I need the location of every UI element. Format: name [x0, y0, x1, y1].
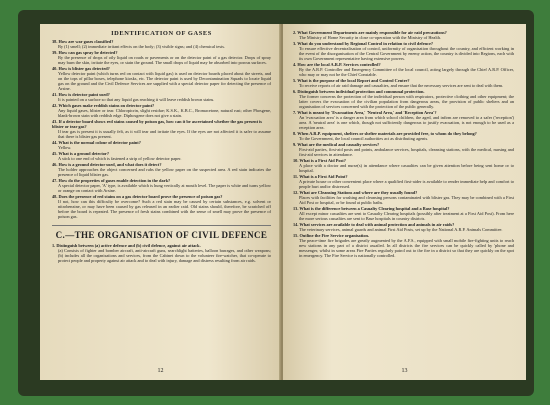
qa-item [293, 110, 514, 130]
answer-text: It is painted on a surface so that any liquid gas reaching it will leave reddish brown stains. [58, 97, 215, 102]
question-text: 3. What do you understand by Regional Control in relation to civil defence? [293, 41, 434, 46]
question-text: 39. How can gas spray be detected? [52, 50, 118, 55]
answer-text: A place with a doctor and nurse(s) in attendance where casualties can be given attention before being sent home or to hospital. [299, 163, 514, 173]
answer-text: The Ministry of Home Security in close co-operation with the Ministry of Health. [299, 35, 441, 40]
question-text: 46. How is a ground detector used, and what does it detect? [52, 162, 162, 167]
qa-item [52, 162, 271, 177]
section-heading: IDENTIFICATION OF GASES [111, 30, 212, 37]
qa-item [293, 158, 514, 173]
answer-text: If not, how can this difficulty be overcome? Such a red stain may be caused by certain substances, e.g. solvent or nitrobenzine, or may have been caused by gas released in an earlier raid. Old stains should, therefore, be scratched off before the board is repeated. The presence of fresh stains combined with the sense of smell may prove the presence of poison gas. [58, 199, 271, 219]
answer-text: By the presence of drops of oily liquid on roads or pavements or on the detector paint of a gas detector. Drops of spray may burn the skin, irritate the eyes, or stain the ground. The small drops of liquid may be absorbed into porous surfaces. [58, 55, 271, 65]
answer-text: The veterinary services, animal guards and animal First Aid Posts, set up by the National A.R.P. Animals Committee. [299, 227, 503, 232]
answer-text: The peace-time fire brigades are greatly augmented by the A.F.S., equipped with small mobile fire-fighting units to reach new stations in any part of a district assailed. In all districts the fire services can be quickly called by 'phone and messenger, whilst in some areas Fire Parties regularly patrol out to the fire in a district so that they are quickly on the spot in emergency. The Fire Service is nationally controlled. [299, 238, 514, 258]
answer-text: A private house or other convenient place where a qualified first-aider is available to render immediate help and comfort to people hurt and/or distressed. [299, 179, 514, 189]
answer-text: If tear gas is present it is usually felt, as it will tear and irritate the eyes. If the eyes are not affected it is safer to assume that there is blister gas present. [58, 129, 271, 139]
question-text: 38. How are war gases classified? [52, 39, 114, 44]
qa-item [293, 174, 514, 189]
answer-text: By (1) smell; (2) immediate irritant effects on the body; (3) visible signs; and (4) chemical tests. [58, 44, 225, 49]
question-text: 42. Which gases make reddish stains on detector paint? [52, 103, 155, 108]
answer-text: (a) Consists of fighter and bomber aircraft, anti-aircraft guns, searchlight batteries, balloon barrages, and other weapons; (b) includes all the organisations and services, from the Cabinet down to the volunteer fire-watcher, that co-operate to protect people and property against air attack and to deal with injury, damage and distress resulting from air raids. [58, 248, 271, 263]
question-text: 9. What are the medical and casualty services? [293, 142, 380, 147]
section-title: C.—THE ORGANISATION OF CIVIL DEFENCE [55, 230, 268, 240]
question-text: 10. What is a First Aid Post? [293, 158, 346, 163]
question-text: 7. What is meant by 'Evacuation Area,' 'Neutral Area,' and 'Reception Area'? [293, 110, 437, 115]
qa-item [293, 131, 514, 141]
answer-text: The holder approaches the object concerned and rubs the yellow paper on the suspected area. A red stain indicates the presence of liquid blister gas. [58, 167, 271, 177]
question-text: 15. Outline the Fire Service organisation. [293, 233, 370, 238]
question-text: 41. How is detector paint used? [52, 92, 110, 97]
qa-item [52, 243, 271, 263]
question-text: 11. What is a First Aid Point? [293, 174, 348, 179]
qa-item [52, 194, 271, 219]
qa-item [52, 66, 271, 91]
qa-item [293, 62, 514, 77]
answer-text: The former concerns the protection of the individual person with respirators, protective clothing and other equipment; the latter covers the evacuation of the civilian population from dangerous areas, the provision of public shelters and an organisation of services concerned with the protection of the public generally. [299, 94, 514, 109]
page-number-right: 13 [401, 368, 408, 374]
left-page [40, 24, 281, 380]
civil-defence-section [52, 225, 271, 263]
answer-text: To the Government, the local council authorities act as distributing agents. [299, 136, 429, 141]
question-text: 48. Does the presence of red stains on a gas detector board prove the presence of poison gas? [52, 194, 223, 199]
question-text: 43. If a detector board shows red stains caused by poison gas, how can it be ascertained whether the gas present is blister or tear gas? [52, 119, 262, 129]
answer-text: Any liquid gases, blister or tear. Chloropicrin, slight residue; K.S.K., K.B.C., Bromacetone, natural rust; other Phosgene, blank-brown stain with reddish edge. Diphosgene does not give a stain. [58, 108, 271, 118]
question-text: 14. What services are available to deal with animal protection and animals in air raids? [293, 222, 455, 227]
qa-item [293, 142, 514, 157]
answer-text: Places with facilities for washing and cleansing persons contaminated with blister gas. They may be combined with a First Aid Post or hospital, or be found at public baths. [299, 195, 514, 205]
qa-item [52, 151, 271, 161]
question-text: 13. What is the difference between a Casualty Clearing hospital and a Base hospital? [293, 206, 450, 211]
question-text: 8. When A.R.P. equipment, shelters or shelter materials are provided free, to whom do they belong? [293, 131, 477, 136]
answer-text: First-aid parties, first-aid posts and points, ambulance services, hospitals, cleansing stations, with the medical, nursing and first-aid services in attendance. [299, 147, 514, 157]
question-text: 44. What is the normal colour of detector paint? [52, 140, 141, 145]
qa-item [293, 41, 514, 61]
question-text: 6. Distinguish between individual protection and communal protection. [293, 89, 425, 94]
page-number-left: 12 [157, 368, 164, 374]
answer-text: To receive reports of air raid damage and casualties, and ensure that the necessary services are sent to deal with them. [299, 83, 504, 88]
qa-item [293, 30, 514, 40]
answer-text: Yellow detector paint (which turns red on contact with liquid gas) is used on detector boards placed about the streets, and on the tops of pillar boxes, telephone kiosks, etc. The detector paint is used by Decontamination Squads to locate liquid gas on the ground and the Civil Defence Services are supplied with a special detector paper for detecting the presence of Arsine. [58, 71, 271, 91]
qa-item [293, 190, 514, 205]
question-text: 1. Distinguish between (a) active defence and (b) civil defence, against air attack. [52, 243, 201, 248]
qa-item [293, 222, 514, 232]
left-qa-list [52, 39, 271, 219]
question-text: 4. How are the local A.R.P. Services controlled? [293, 62, 381, 67]
section-qa-list [52, 243, 271, 263]
qa-item [52, 50, 271, 65]
answer-text: An 'evacuation area' is a danger area from which school children, the aged, and infirm are removed to a safer ('reception') area. A 'neutral area' is one which, though not sufficiently dangerous to justify evacuation, is not enough to be used as a reception area. [299, 115, 514, 130]
question-text: 47. How do the properties of gases enable detection in the dark? [52, 178, 171, 183]
right-page [283, 24, 526, 380]
qa-item [52, 39, 271, 49]
question-text: 5. What is the purpose of the local Report and Control Centre? [293, 78, 410, 83]
right-qa-list [293, 30, 514, 258]
answer-text: By the A.R.P. Controller and Emergency Committee of the local council, acting largely through the Chief A.R.P. Officer, who may or may not be the Chief Constable. [299, 67, 514, 77]
question-text: 45. What is a ground detector? [52, 151, 110, 156]
question-text: 12. What are Cleansing Stations and where are they usually found? [293, 190, 418, 195]
qa-item [293, 89, 514, 109]
booklet [18, 10, 534, 396]
answer-text: A special detector paper, 'A' type, is available which is hung vertically at mouth level. The paper is white and turns yellow or orange on contact with Arsine. [58, 183, 271, 193]
answer-text: Yellow. [58, 145, 72, 150]
qa-item [293, 78, 514, 88]
answer-text: To ensure effective decentralisation of control, uniformity of organisation throughout the country, and efficient working in the event of the disorganisation of the Central Government by enemy action, the country is divided into Regions, each with its own Government representative having extensive powers. [299, 46, 514, 61]
answer-text: A stick to one end of which is fastened a strip of yellow detector paper. [58, 156, 182, 161]
qa-item [52, 103, 271, 118]
qa-item [52, 178, 271, 193]
qa-item [52, 140, 271, 150]
qa-item [293, 233, 514, 258]
answer-text: All except minor casualties are sent to Casualty Clearing hospitals (possibly after treatment at a First Aid Post). From here the more serious casualties are sent to Base hospitals in country districts. [299, 211, 514, 221]
question-text: 2. What Government Departments are mainly responsible for air raid precautions? [293, 30, 447, 35]
question-text: 40. How is blister gas detected? [52, 66, 110, 71]
qa-item [52, 119, 271, 139]
qa-item [293, 206, 514, 221]
qa-item [52, 92, 271, 102]
